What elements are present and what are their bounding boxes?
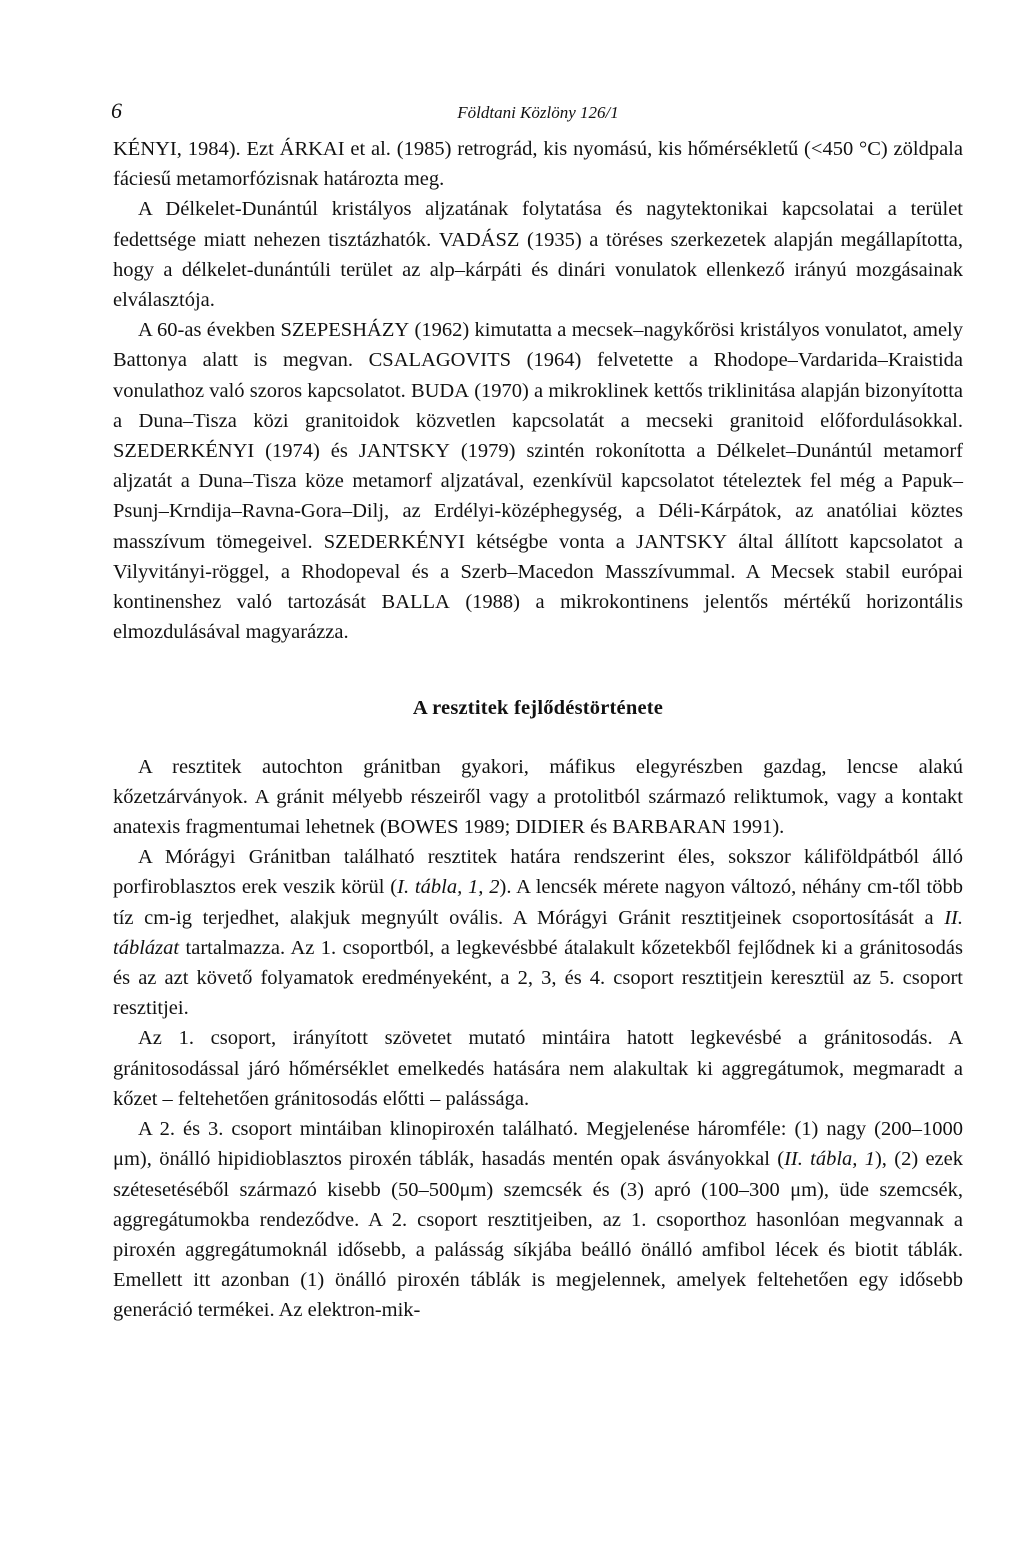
figure-reference: I. tábla, 1, 2 <box>397 876 500 899</box>
paragraph: A 60-as években SZEPESHÁZY (1962) kimutatta a mecsek–nagykőrösi kristályos vonulatot, amely Battonya alatt is megvan. CSALAGOVITS (1964) felvetette a Rhodope–Vardarida–Kraistida vonulathoz való szoros kapcsolatot. BUDA (1970) a mikroklinek kettős triklinitása alapján bizonyította a Duna–Tisza közi granitoidok közvetlen kapcsolatát a mecseki granitoid előfordulásokkal. SZEDERKÉNYI (1974) és JANTSKY (1979) szintén rokonította a Délkelet–Dunántúl metamorf aljzatát a Duna–Tisza köze metamorf aljzatával, ezenkívül kapcsolatot tételeztek fel még a Papuk–Psunj–Krndija–Ravna-Gora–Dilj, az Erdélyi-középhegység, a Déli-Kárpátok, az anatóliai köztes masszívum tömegeivel. SZEDERKÉNYI kétségbe vonta a JANTSKY által állított kapcsolatot a Vilyvitányi-röggel, a Rhodopeval és a Szerb–Macedon Masszívummal. A Mecsek stabil európai kontinenshez való tartozását BALLA (1988) a mikrokontinens jelentős mértékű horizontális elmozdulásával magyarázza. <box>113 319 964 644</box>
author-citation: JANTSKY <box>635 530 728 553</box>
section-heading: A resztitek fejlődéstörténete <box>412 697 664 720</box>
journal-title: Földtani Közlöny 126/1 <box>457 103 619 122</box>
paragraph: A Mórágyi Gránitban található resztitek határa rendszerint éles, sokszor káliföldpátból álló porfiroblasztos erek veszik körül (I. tábla, 1, 2). A lencsék mérete nagyon változó, néhány cm-től több tíz cm-ig terjedhet, alakjuk megnyúlt ovális. A Mórágyi Gránit resztitjeinek csoportosítását a II. táblázat tartalmazza. Az 1. csoportból, a legkevésbbé átalakult kőzetekből fejlődnek ki a gránitosodás és az azt követő folyamatok eredményeként, a 2, 3, és 4. csoport resztitjein keresztül az 5. csoport resztitjei. <box>113 846 964 1020</box>
paragraph: Az 1. csoport, irányított szövetet mutató mintáira hatott legkevésbé a gránitosodás. A gránitosodással járó hőmérséklet emelkedés hatására nem alakultak ki aggregátumok, megmaradt a kőzet – feltehetően gránitosodás előtti – palássága. <box>113 1027 963 1110</box>
paragraph-continued: KÉNYI, 1984). Ezt ÁRKAI et al. (1985) retrográd, kis nyomású, kis hőmérsékletű (<450 °C) zöldpala fáciesű metamorfózisnak határozta meg. <box>113 138 963 191</box>
author-citation: SZEPESHÁZY <box>280 319 410 342</box>
author-citation: BOWES <box>386 816 459 839</box>
author-citation: VADÁSZ <box>438 228 520 251</box>
author-citation: CSALAGOVITS <box>368 349 511 372</box>
author-citation: ÁRKAI <box>279 138 345 160</box>
paragraph: A resztitek autochton gránitban gyakori, máfikus elegyrészben gazdag, lencse alakú kőzetzárványok. A gránit mélyebb részeiről vagy a protolitból származó reliktumok, vagy a kontakt anatexis fragmentumai lehetnek (BOWES 1989; DIDIER és BARBARAN 1991). <box>113 755 963 839</box>
author-citation: KÉNYI <box>113 138 177 160</box>
running-head <box>113 96 963 126</box>
paragraph: A Délkelet-Dunántúl kristályos aljzatának folytatása és nagytektonikai kapcsolatai a terület fedettsége miatt nehezen tisztázhatók. VADÁSZ (1935) a töréses szerkezetek alapján megállapította, hogy a délkelet-dunántúli terület az alp–kárpáti és dinári vonulatok ellenkező irányú mozgásainak elválasztója. <box>113 198 963 312</box>
author-citation: JANTSKY <box>358 440 450 463</box>
author-citation: SZEDERKÉNYI <box>323 530 465 553</box>
author-citation: BARBARAN <box>612 816 727 839</box>
author-citation: DIDIER <box>515 816 585 839</box>
article-page <box>113 96 963 1326</box>
figure-reference: II. tábla, 1 <box>784 1148 875 1171</box>
paragraph: A 2. és 3. csoport mintáiban klinopiroxén található. Megjelenése háromféle: (1) nagy (200–1000 μm), önálló hipidioblasztos piroxén táblák, hasadás mentén opak ásványokkal (II. tábla, 1), (2) ezek szétesetéséből származó kisebb (50–500μm) szemcsék és (3) apró (100–300 μm), üde szemcsék, aggregátumokba rendeződve. A 2. csoport resztitjeiben, az 1. csoporthoz hasonlóan megvannak a piroxén aggregátumoknál idősebb, a palásság síkjába beálló önálló amfibol lécek és biotit táblák. Emellett itt azonban (1) önálló piroxén táblák is megjelennek, amelyek feltehetően egy idősebb generáció termékei. Az elektron-mik- <box>113 1118 963 1322</box>
table-reference: II. táblázat <box>113 906 963 959</box>
author-citation: SZEDERKÉNYI <box>113 440 255 463</box>
author-citation: BUDA <box>410 379 470 402</box>
author-citation: BALLA <box>381 591 450 614</box>
page-number: 6 <box>111 98 122 123</box>
